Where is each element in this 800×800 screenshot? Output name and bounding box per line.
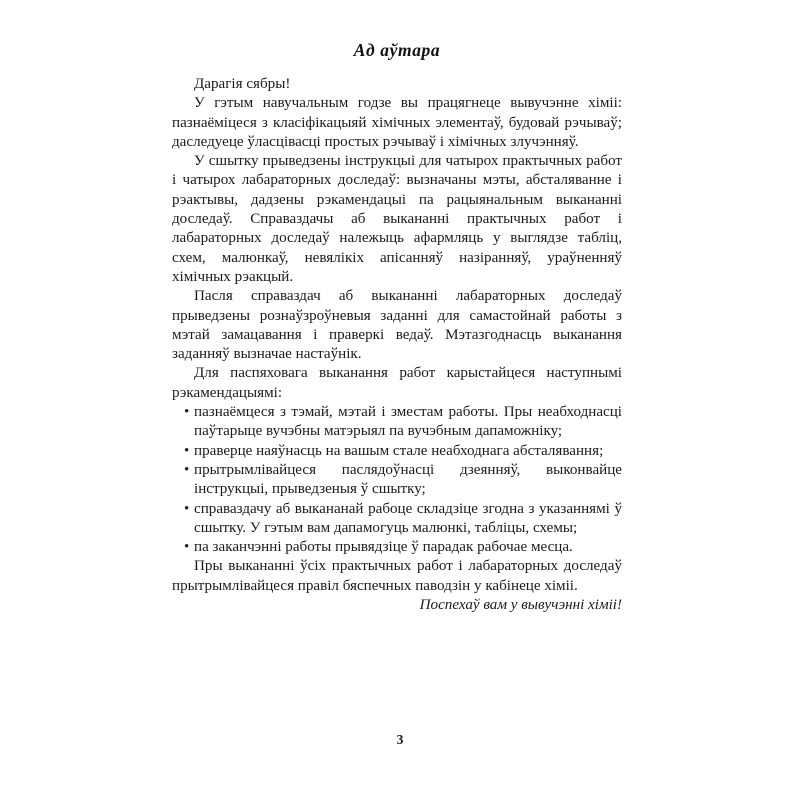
- list-item: [172, 442, 622, 461]
- list-item-text: па заканчэнні работы прывядзіце ў парадак рабочае месца.: [194, 539, 573, 556]
- list-item: [172, 538, 622, 557]
- paragraph-3: Пасля справаздач аб выкананні лабараторных доследаў прыведзены рознаўзроўневыя заданні для самастойнай работы з мэтай замацавання і праверкі ведаў. Мэтазгоднасць выканання заданняў вызначае настаўнік.: [172, 288, 622, 363]
- recommendations-list: [172, 403, 622, 557]
- list-item-text: праверце наяўнасць на вашым стале неабходнага абсталявання;: [194, 442, 604, 459]
- list-item: [172, 461, 622, 500]
- bullet-icon: •: [184, 461, 190, 478]
- closing-wish: Поспехаў вам у вывучэнні хіміі!: [419, 597, 622, 614]
- bullet-icon: •: [184, 442, 190, 459]
- page-content: [172, 40, 622, 615]
- page-title: Ад аўтара: [353, 40, 441, 60]
- page-number: 3: [396, 732, 404, 747]
- bullet-icon: •: [184, 500, 190, 517]
- list-item-text: пазнаёмцеся з тэмай, мэтай і зместам работы. Пры неабходнасці паўтарыце вучэбны матэрыял па вучэбным дапаможніку;: [194, 404, 622, 440]
- paragraph-4: Для паспяховага выканання работ карыстайцеся наступнымі рэкамендацыямі:: [172, 365, 622, 401]
- final-paragraph: Пры выкананні ўсіх практычных работ і лабараторных доследаў прытрымлівайцеся правіл бяспечных паводзін у кабінеце хіміі.: [172, 558, 622, 594]
- paragraph-2: У сшытку прыведзены інструкцыі для чатырох практычных работ і чатырох лабараторных доследаў: вызначаны мэты, абсталяванне і рэактывы, дадзены рэкамендацыі па рацыянальным выкананні доследаў. Справаздачы аб выкананні практычных работ і лабараторных доследаў належыць афармляць у выглядзе табліц, схем, малюнкаў, невялікіх апісанняў назіранняў, ураўненняў хімічных рэакцый.: [172, 153, 622, 285]
- list-item-text: справаздачу аб выкананай рабоце складзіце згодна з указаннямі ў сшытку. У гэтым вам дапамогуць малюнкі, табліцы, схемы;: [194, 500, 622, 536]
- salutation-text: Дарагія сябры!: [194, 76, 291, 92]
- bullet-icon: •: [184, 539, 190, 556]
- list-item: [172, 403, 622, 442]
- list-item: [172, 500, 622, 539]
- bullet-icon: •: [184, 404, 190, 421]
- paragraph-1: У гэтым навучальным годзе вы працягнеце вывучэнне хіміі: пазнаёміцеся з класіфікацыяй хімічных элементаў, будовай рэчываў; даследуеце ўласцівасці простых рэчываў і хімічных злучэнняў.: [172, 95, 622, 150]
- list-item-text: прытрымлівайцеся паслядоўнасці дзеянняў, выконвайце інструкцыі, прыведзеныя ў сшытку;: [194, 461, 622, 498]
